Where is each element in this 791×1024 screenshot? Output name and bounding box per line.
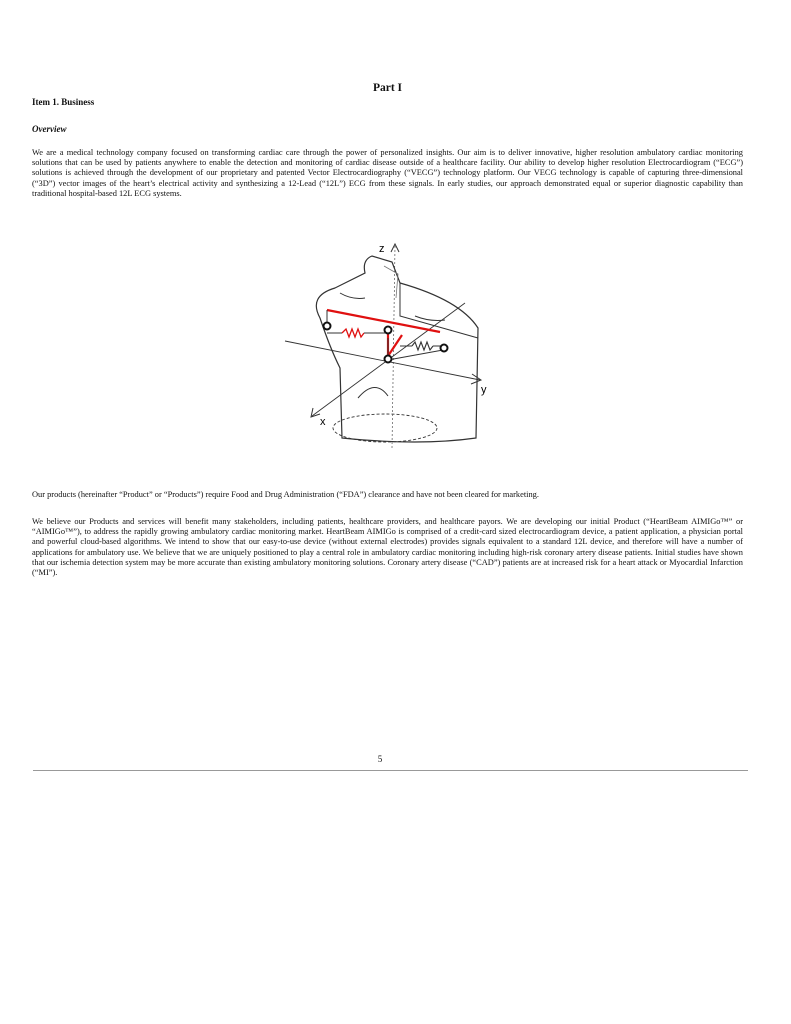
fda-paragraph: Our products (hereinafter “Product” or “Products”) require Food and Drug Administration (“FDA”) clearance and have not been cleared for marketing. [32,490,539,499]
y-axis [285,341,480,380]
section-heading-overview: Overview [32,124,67,134]
item-title: Item 1. Business [32,97,95,107]
resistor-left [342,329,364,337]
wire-bottom [388,350,443,360]
page-number: 5 [377,754,383,764]
page-divider [33,770,748,771]
collarbone-left [340,293,365,298]
vecg-torso-figure [280,238,500,450]
part-title: Part I [372,82,403,94]
z-axis-label: z [379,243,385,255]
electrode-right [441,345,448,352]
red-vector-down [388,335,402,356]
electrode-center-bottom [385,356,392,363]
resistor-right [412,342,433,350]
torso-side [400,283,478,338]
overview-paragraph: We are a medical technology company focused on transforming cardiac care through the power of personalized insights. Our aim is to deliver innovative, higher resolution ambulatory cardiac monitoring solutions that can be used by patients anywhere to enable the detection and monitoring of cardiac disease outside of a healthcare facility. Our ability to develop higher resolution Electrocardiogram (“ECG”) solutions is achieved through the development of our proprietary and patented Vector Electrocardiography (“VECG”) technology platform. Our VECG technology is capable of capturing three-dimensional (“3D”) vector images of the heart’s electrical activity and synthesizing a 12-Lead (“12L”) ECG from these signals. In early studies, our approach demonstrated equal or superior diagnostic capability than traditional hospital-based 12L ECG systems. [32,148,743,198]
y-axis-label: y [481,384,487,396]
electrode-center-top [385,327,392,334]
base-ellipse [333,414,437,442]
products-paragraph: We believe our Products and services will benefit many stakeholders, including patients, healthcare providers, and healthcare payors. We are developing our initial Product (“HeartBeam AIMIGo™” or “AIMIGo™”), to address the rapidly growing ambulatory cardiac monitoring market. HeartBeam AIMIGo is comprised of a credit-card sized electrocardiogram device, a patient application, a physician portal and powerful cloud-based algorithms. We intend to show that our easy-to-use device (without external electrodes) provides signals equivalent to a standard 12L device, and therefore will have a number of applications for ambulatory use. We believe that we are uniquely positioned to play a central role in ambulatory cardiac monitoring including high-risk coronary artery disease patients. Initial studies have shown that our ischemia detection system may be more accurate than existing ambulatory monitoring solutions. Coronary artery disease (“CAD”) patients are at increased risk for a heart attack or Myocardial Infarction (“MI”). [32,517,743,578]
red-vector-top [327,310,440,332]
collarbone-right [415,316,445,321]
x-axis-label: x [320,416,326,428]
electrode-left [324,323,331,330]
chest-curve [358,387,388,398]
